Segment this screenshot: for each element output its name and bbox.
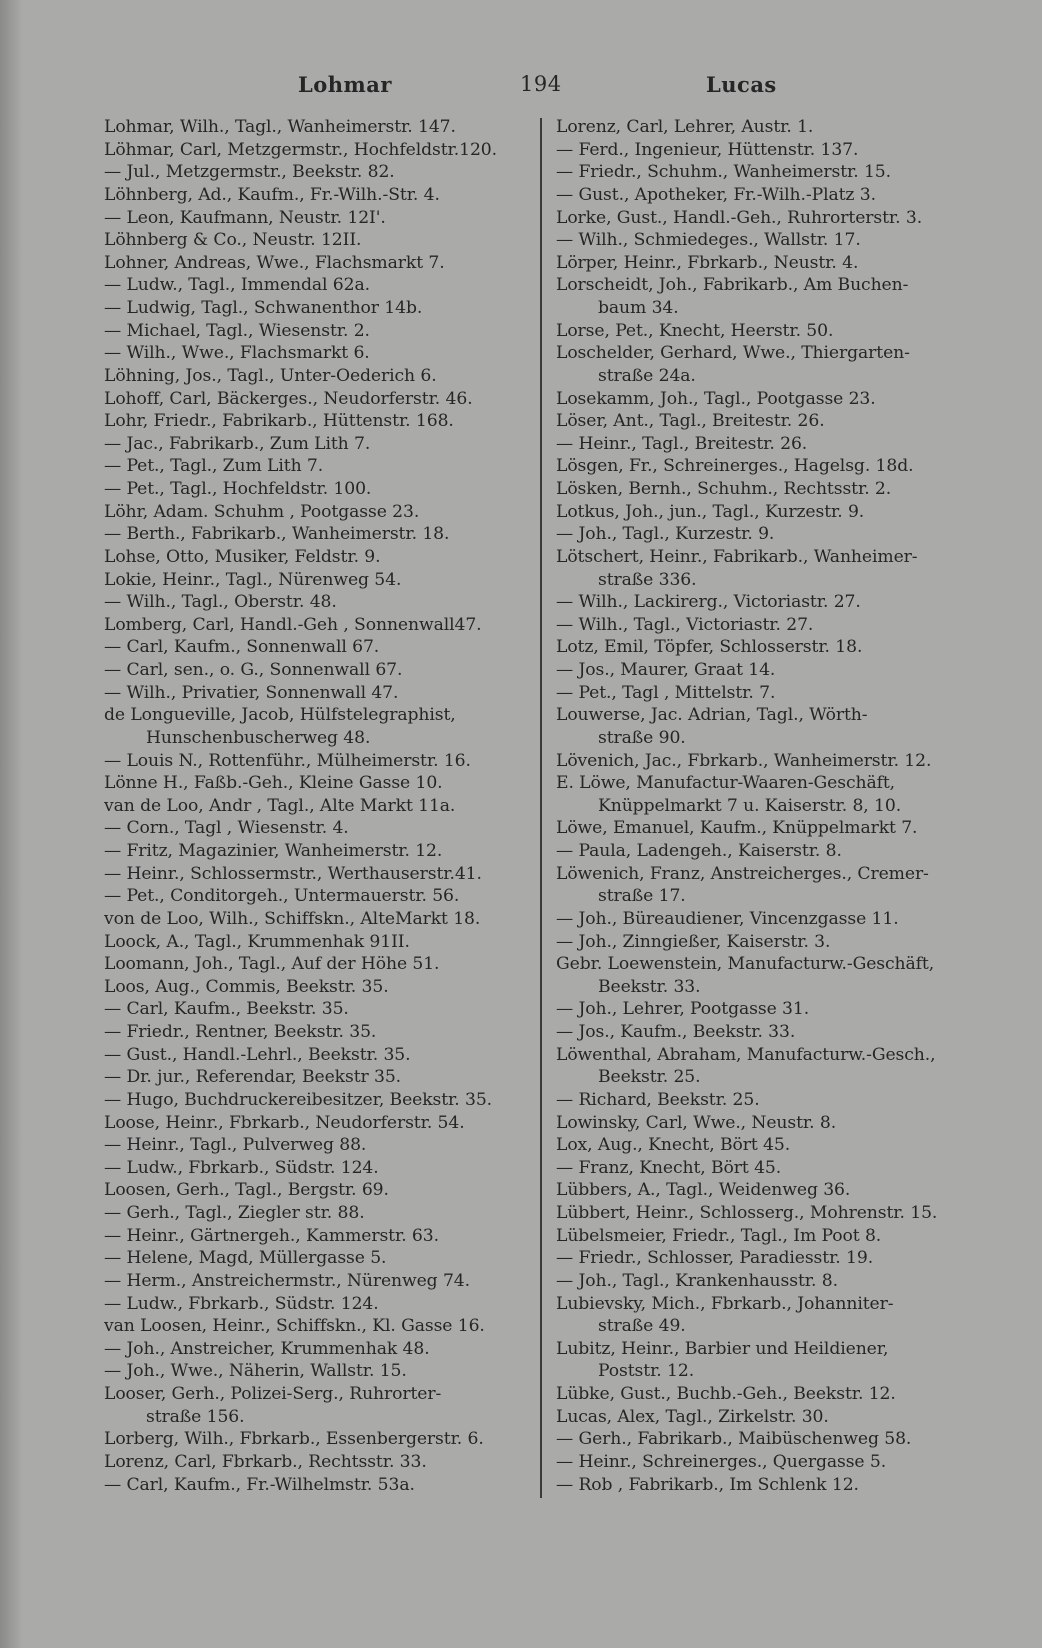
directory-entry: Loschelder, Gerhard, Wwe., Thiergarten- xyxy=(556,343,910,364)
directory-entry: Lübbers, A., Tagl., Weidenweg 36. xyxy=(556,1180,851,1201)
directory-entry: — Jul., Metzgermstr., Beekstr. 82. xyxy=(104,162,395,183)
directory-entry: van de Loo, Andr , Tagl., Alte Markt 11a. xyxy=(104,795,456,816)
directory-entry-continuation: Knüppelmarkt 7 u. Kaiserstr. 8, 10. xyxy=(598,795,902,816)
directory-entry: — Helene, Magd, Müllergasse 5. xyxy=(104,1248,387,1269)
directory-entry: — Gerh., Fabrikarb., Maibüschenweg 58. xyxy=(556,1429,912,1450)
directory-entry: Lowinsky, Carl, Wwe., Neustr. 8. xyxy=(556,1112,837,1133)
directory-entry: Louwerse, Jac. Adrian, Tagl., Wörth- xyxy=(556,705,868,726)
directory-entry: Löwenthal, Abraham, Manufacturw.-Gesch., xyxy=(556,1044,936,1065)
directory-entry: — Joh., Zinngießer, Kaiserstr. 3. xyxy=(556,931,831,952)
scan-edge-shadow xyxy=(0,0,22,1648)
directory-entry: — Corn., Tagl , Wiesenstr. 4. xyxy=(104,818,349,839)
directory-entry: Löhr, Adam. Schuhm , Pootgasse 23. xyxy=(104,501,420,522)
directory-entry: von de Loo, Wilh., Schiffskn., AlteMarkt 18. xyxy=(104,908,481,929)
directory-entry: Lohner, Andreas, Wwe., Flachsmarkt 7. xyxy=(104,252,445,273)
directory-entry: — Ludw., Fbrkarb., Südstr. 124. xyxy=(104,1293,379,1314)
directory-entry: Lomberg, Carl, Handl.-Geh , Sonnenwall47. xyxy=(104,614,482,635)
directory-entry: Lohoff, Carl, Bäckerges., Neudorferstr. 46. xyxy=(104,388,473,409)
directory-entry: — Hugo, Buchdruckereibesitzer, Beekstr. 35. xyxy=(104,1089,493,1110)
directory-entry: Lösgen, Fr., Schreinerges., Hagelsg. 18d. xyxy=(556,456,914,477)
directory-entry: — Rob , Fabrikarb., Im Schlenk 12. xyxy=(556,1474,859,1495)
directory-entry: Lötschert, Heinr., Fabrikarb., Wanheimer- xyxy=(556,546,918,567)
directory-entry: Löser, Ant., Tagl., Breitestr. 26. xyxy=(556,411,825,432)
directory-entry: — Pet., Conditorgeh., Untermauerstr. 56. xyxy=(104,886,460,907)
directory-entry: — Berth., Fabrikarb., Wanheimerstr. 18. xyxy=(104,524,450,545)
directory-entry: — Wilh., Tagl., Victoriastr. 27. xyxy=(556,614,814,635)
directory-entry: Löhnberg & Co., Neustr. 12II. xyxy=(104,230,362,251)
directory-entry: — Joh., Wwe., Näherin, Wallstr. 15. xyxy=(104,1361,407,1382)
directory-entry: — Pet., Tagl., Zum Lith 7. xyxy=(104,456,324,477)
directory-entry: — Joh., Büreaudiener, Vincenzgasse 11. xyxy=(556,908,899,929)
directory-entry: — Carl, Kaufm., Sonnenwall 67. xyxy=(104,637,380,658)
directory-entry: — Joh., Tagl., Kurzestr. 9. xyxy=(556,524,775,545)
directory-entry: — Wilh., Lackirerg., Victoriastr. 27. xyxy=(556,592,861,613)
directory-entry: — Friedr., Rentner, Beekstr. 35. xyxy=(104,1022,377,1042)
directory-entry: Loose, Heinr., Fbrkarb., Neudorferstr. 54. xyxy=(104,1112,465,1133)
directory-entry: Lörper, Heinr., Fbrkarb., Neustr. 4. xyxy=(556,252,859,273)
directory-entry: — Jos., Kaufm., Beekstr. 33. xyxy=(556,1022,796,1042)
directory-entry: Lohr, Friedr., Fabrikarb., Hüttenstr. 168. xyxy=(104,411,454,432)
directory-entry: — Wilh., Tagl., Oberstr. 48. xyxy=(104,592,337,613)
directory-entry: Lorberg, Wilh., Fbrkarb., Essenbergerstr. 6. xyxy=(104,1429,484,1450)
directory-entry: — Heinr., Tagl., Pulverweg 88. xyxy=(104,1135,367,1156)
directory-entry: — Wilh., Wwe., Flachsmarkt 6. xyxy=(104,343,370,364)
directory-entry: — Friedr., Schuhm., Wanheimerstr. 15. xyxy=(556,162,892,183)
directory-entry: — Louis N., Rottenführ., Mülheimerstr. 16. xyxy=(104,750,471,771)
directory-entry: — Jos., Maurer, Graat 14. xyxy=(556,660,776,680)
directory-entry: Lübke, Gust., Buchb.-Geh., Beekstr. 12. xyxy=(556,1384,896,1404)
directory-entry-continuation: straße 17. xyxy=(598,886,686,907)
directory-entry-continuation: straße 336. xyxy=(598,569,697,590)
directory-entry: Loos, Aug., Commis, Beekstr. 35. xyxy=(104,976,389,997)
directory-entry-continuation: Beekstr. 33. xyxy=(598,976,701,997)
directory-entry: — Carl, sen., o. G., Sonnenwall 67. xyxy=(104,660,403,680)
directory-entry: — Heinr., Tagl., Breitestr. 26. xyxy=(556,433,808,454)
running-head-last-entry: Lucas xyxy=(706,72,777,97)
directory-entry: — Joh., Tagl., Krankenhausstr. 8. xyxy=(556,1270,838,1291)
directory-entry: Lövenich, Jac., Fbrkarb., Wanheimerstr. 12. xyxy=(556,750,932,771)
directory-entry: Lotz, Emil, Töpfer, Schlosserstr. 18. xyxy=(556,637,863,658)
directory-entry: Lösken, Bernh., Schuhm., Rechtsstr. 2. xyxy=(556,479,892,499)
directory-entry-continuation: straße 156. xyxy=(146,1406,245,1427)
directory-entry: Löhnberg, Ad., Kaufm., Fr.-Wilh.-Str. 4. xyxy=(104,184,440,205)
directory-entry: Gebr. Loewenstein, Manufacturw.-Geschäft, xyxy=(556,954,935,975)
directory-entry: Loock, A., Tagl., Krummenhak 91II. xyxy=(104,931,410,952)
directory-entry: — Gerh., Tagl., Ziegler str. 88. xyxy=(104,1203,365,1223)
directory-entry: — Wilh., Schmiedeges., Wallstr. 17. xyxy=(556,230,861,251)
directory-entry-continuation: baum 34. xyxy=(598,298,679,318)
directory-entry-continuation: straße 24a. xyxy=(598,365,696,386)
directory-entry: Lorenz, Carl, Fbrkarb., Rechtsstr. 33. xyxy=(104,1451,427,1472)
directory-entry: Lübbert, Heinr., Schlosserg., Mohrenstr. 15. xyxy=(556,1203,938,1223)
column-divider xyxy=(540,118,542,1498)
directory-entry: van Loosen, Heinr., Schiffskn., Kl. Gasse 16. xyxy=(104,1316,485,1337)
directory-entry: — Heinr., Gärtnergeh., Kammerstr. 63. xyxy=(104,1225,439,1246)
directory-entry: Lohse, Otto, Musiker, Feldstr. 9. xyxy=(104,546,381,567)
directory-entry: — Carl, Kaufm., Beekstr. 35. xyxy=(104,999,349,1020)
directory-entry: Lorke, Gust., Handl.-Geh., Ruhrorterstr. 3. xyxy=(556,207,923,228)
directory-entry: — Paula, Ladengeh., Kaiserstr. 8. xyxy=(556,841,842,861)
directory-entry: — Ludwig, Tagl., Schwanenthor 14b. xyxy=(104,298,423,318)
directory-entry: — Carl, Kaufm., Fr.-Wilhelmstr. 53a. xyxy=(104,1474,415,1495)
directory-entry: Lohmar, Wilh., Tagl., Wanheimerstr. 147. xyxy=(104,117,456,137)
running-head-first-entry: Lohmar xyxy=(298,72,392,97)
directory-entry: Lorenz, Carl, Lehrer, Austr. 1. xyxy=(556,117,814,137)
directory-entry: Looser, Gerh., Polizei-Serg., Ruhrorter- xyxy=(104,1384,442,1404)
directory-entry: — Heinr., Schreinerges., Quergasse 5. xyxy=(556,1451,887,1472)
directory-entry: E. Löwe, Manufactur-Waaren-Geschäft, xyxy=(556,773,896,794)
directory-entry: — Richard, Beekstr. 25. xyxy=(556,1089,760,1110)
directory-entry: Lucas, Alex, Tagl., Zirkelstr. 30. xyxy=(556,1406,829,1427)
directory-entry: Lübelsmeier, Friedr., Tagl., Im Poot 8. xyxy=(556,1225,882,1246)
directory-entry: — Ludw., Fbrkarb., Südstr. 124. xyxy=(104,1157,379,1178)
directory-entry: — Gust., Apotheker, Fr.-Wilh.-Platz 3. xyxy=(556,184,876,205)
directory-entry: — Wilh., Privatier, Sonnenwall 47. xyxy=(104,682,399,703)
directory-entry: — Friedr., Schlosser, Paradiesstr. 19. xyxy=(556,1248,874,1269)
directory-entry-continuation: Beekstr. 25. xyxy=(598,1067,701,1088)
directory-entry: — Leon, Kaufmann, Neustr. 12I'. xyxy=(104,207,386,228)
directory-entry: Losekamm, Joh., Tagl., Pootgasse 23. xyxy=(556,388,876,409)
directory-entry: Lönne H., Faßb.-Geh., Kleine Gasse 10. xyxy=(104,773,443,794)
directory-entry: — Herm., Anstreichermstr., Nürenweg 74. xyxy=(104,1270,470,1291)
directory-entry: Löhning, Jos., Tagl., Unter-Oederich 6. xyxy=(104,365,437,386)
directory-entry: Lorse, Pet., Knecht, Heerstr. 50. xyxy=(556,320,834,341)
directory-entry: Lorscheidt, Joh., Fabrikarb., Am Buchen- xyxy=(556,275,909,296)
directory-entry: — Ludw., Tagl., Immendal 62a. xyxy=(104,275,370,296)
directory-entry: de Longueville, Jacob, Hülfstelegraphist, xyxy=(104,705,456,726)
directory-entry: — Joh., Anstreicher, Krummenhak 48. xyxy=(104,1338,430,1359)
directory-entry: — Franz, Knecht, Bört 45. xyxy=(556,1157,782,1178)
directory-entry: Löwenich, Franz, Anstreicherges., Cremer- xyxy=(556,863,929,884)
right-column xyxy=(556,116,976,1496)
directory-entry: — Ferd., Ingenieur, Hüttenstr. 137. xyxy=(556,139,859,160)
directory-entry-continuation: straße 90. xyxy=(598,727,686,748)
directory-entry-continuation: Poststr. 12. xyxy=(598,1361,695,1382)
directory-entry: Loomann, Joh., Tagl., Auf der Höhe 51. xyxy=(104,954,440,975)
directory-entry: — Dr. jur., Referendar, Beekstr 35. xyxy=(104,1067,402,1088)
directory-entry: — Pet., Tagl , Mittelstr. 7. xyxy=(556,682,776,703)
directory-entry: Löhmar, Carl, Metzgermstr., Hochfeldstr.120. xyxy=(104,139,497,160)
left-column xyxy=(104,116,524,1496)
directory-entry: — Gust., Handl.-Lehrl., Beekstr. 35. xyxy=(104,1044,411,1065)
directory-entry: Lubitz, Heinr., Barbier und Heildiener, xyxy=(556,1338,889,1359)
directory-entry-continuation: Hunschenbuscherweg 48. xyxy=(146,727,371,748)
directory-entry: Lotkus, Joh., jun., Tagl., Kurzestr. 9. xyxy=(556,501,865,522)
directory-entry: — Joh., Lehrer, Pootgasse 31. xyxy=(556,999,810,1020)
directory-entry-continuation: straße 49. xyxy=(598,1316,686,1337)
directory-entry: Lox, Aug., Knecht, Bört 45. xyxy=(556,1135,791,1156)
page-number: 194 xyxy=(520,72,562,96)
directory-entry: — Jac., Fabrikarb., Zum Lith 7. xyxy=(104,433,371,454)
directory-entry: Lubievsky, Mich., Fbrkarb., Johanniter- xyxy=(556,1293,894,1314)
directory-entry: — Pet., Tagl., Hochfeldstr. 100. xyxy=(104,479,372,499)
directory-entry: — Heinr., Schlossermstr., Werthauserstr.41. xyxy=(104,863,482,884)
directory-entry: Loosen, Gerh., Tagl., Bergstr. 69. xyxy=(104,1180,389,1201)
directory-entry: — Michael, Tagl., Wiesenstr. 2. xyxy=(104,320,370,341)
directory-entry: Lokie, Heinr., Tagl., Nürenweg 54. xyxy=(104,569,402,590)
directory-entry: — Fritz, Magazinier, Wanheimerstr. 12. xyxy=(104,841,443,861)
directory-entry: Löwe, Emanuel, Kaufm., Knüppelmarkt 7. xyxy=(556,818,918,839)
